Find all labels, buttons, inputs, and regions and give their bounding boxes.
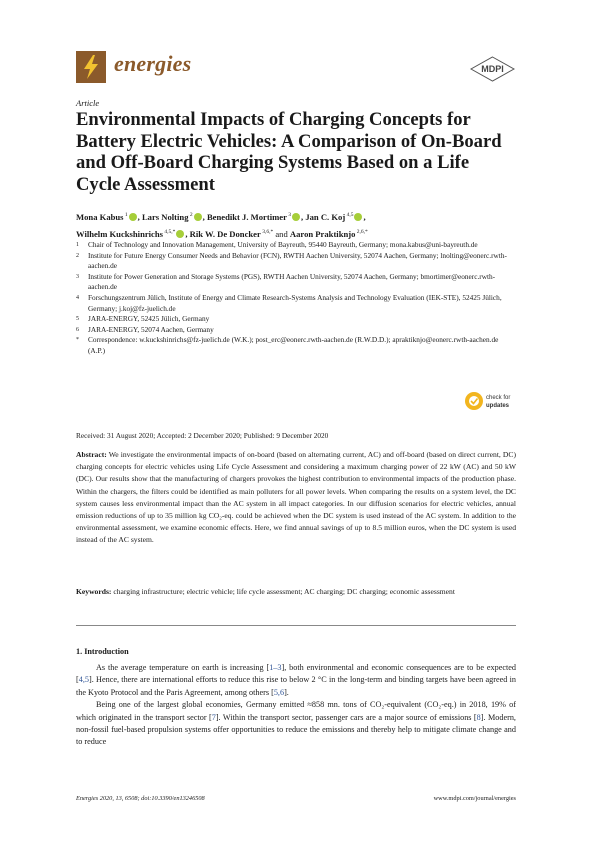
article-type: Article xyxy=(76,98,100,108)
affiliation-item xyxy=(76,335,516,356)
abstract-label: Abstract: xyxy=(76,450,107,459)
affiliation-number: 5 xyxy=(76,316,79,323)
author-name: Rik W. De Doncker xyxy=(189,228,261,239)
updates-badge-line1: check for xyxy=(486,395,511,401)
affiliation-item xyxy=(76,325,516,336)
orcid-icon[interactable] xyxy=(176,230,184,238)
citation-link[interactable]: 1–3 xyxy=(269,663,282,672)
citation-link[interactable]: 8 xyxy=(476,712,481,722)
lightning-bolt-icon xyxy=(76,51,106,83)
mdpi-logo-text: MDPI xyxy=(481,64,504,74)
affiliation-text: JARA-ENERGY, 52425 Jülich, Germany xyxy=(88,314,210,324)
affiliation-number: 1 xyxy=(76,242,79,248)
affiliation-text: Institute for Power Generation and Storage Systems (PGS), RWTH Aachen University, 52074 Aachen, Germany; bmortimer@eonerc.rwth-aachen.de xyxy=(88,271,496,292)
footer-citation-text: Energies 2020, 13, 6508; doi:10.3390/en13246508 xyxy=(76,795,205,802)
author-separator: , xyxy=(185,228,190,239)
author-affiliation-marker: 2 xyxy=(188,212,193,218)
intro-text: ]. Hence, there are international efforts to reduce this rise to below 2 °C in the long-term and binding targets have been agreed in the Kyoto Protocol and the Paris Agreement, among others [ xyxy=(76,675,516,697)
footer-citation xyxy=(76,795,205,802)
introduction-body xyxy=(76,662,516,749)
author-name: Mona Kabus xyxy=(76,211,124,222)
intro-text: ]. xyxy=(284,687,289,697)
affiliation-text: Correspondence: w.kuckshinrichs@fz-juelich.de (W.K.); post_erc@eonerc.rwth-aachen.de (R.W.D.D.); apraktiknjo@eonerc.rwth-aachen.de (A.P.) xyxy=(88,335,499,355)
intro-text: Being one of the largest global economies, Germany emitted ≈858 mn. tons of CO₂-equivalent (CO₂-eq.) in 2018, 19% of which originated in the transport sector [ xyxy=(76,700,516,722)
affiliation-number: 2 xyxy=(76,252,79,259)
author-affiliation-marker: 1 xyxy=(123,212,128,218)
affiliation-item xyxy=(76,251,516,272)
author-separator: and xyxy=(273,228,290,239)
affiliation-item xyxy=(76,314,516,325)
intro-text: ], both environmental and economic consequences are to be expected [ xyxy=(76,663,517,685)
affiliation-item xyxy=(76,272,516,293)
author-affiliation-marker: 3,6,* xyxy=(260,228,274,235)
journal-name: energies xyxy=(114,51,192,76)
orcid-icon[interactable] xyxy=(194,213,202,221)
affiliation-number: * xyxy=(76,337,79,344)
author-affiliation-marker: 2,6,* xyxy=(355,228,368,235)
keywords-label: Keywords: xyxy=(76,587,112,596)
journal-logo-icon xyxy=(76,51,106,83)
citation-link[interactable]: 5,6 xyxy=(273,687,285,697)
abstract xyxy=(76,449,516,547)
author-separator: , xyxy=(363,211,366,222)
check-for-updates-badge[interactable] xyxy=(464,390,516,412)
abstract-text: We investigate the environmental impacts of on-board (based on alternating current, AC) and off-board (based on direct current, DC) charging concepts for electric vehicles using Life Cycle Assessment and considering a maximum charging power of 22 kW (AC) and 50 kW (DC). Our results show that the manufacturing of chargers provokes the highest contribution to environmental impacts of the production phase. Within the chargers, the filters could be identified as main polluters for all power levels. When comparing the results on a system level, the DC system causes less environmental impact than the AC system in all impact categories. In our diffusion scenarios for electric vehicles, annual emission reductions of up to 35 million kg CO₂-eq. could be achieved when the DC system is used instead of the AC system. In addition to the environmental assessment, we examine economic effects. Here, we find annual savings of up to 8.5 million euros, when the DC system is used instead of the AC system. xyxy=(76,450,516,545)
author-name: Wilhelm Kuckshinrichs xyxy=(76,228,163,239)
author-name: Benedikt J. Mortimer xyxy=(206,211,287,222)
affiliation-text: Forschungszentrum Jülich, Institute of Energy and Climate Research-Systems Analysis and Technology Evaluation (IEK-STE), 52425 Jülich, Germany; j.koj@fz-juelich.de xyxy=(88,292,502,313)
intro-text: ]. Modern, non-fossil fuel-based propulsion systems offer opportunities to reduce the emissions and thereby help to mitigate climate change and to reduce xyxy=(76,712,516,747)
received-dates: Received: 31 August 2020; Accepted: 2 December 2020; Published: 9 December 2020 xyxy=(76,431,329,440)
orcid-icon[interactable] xyxy=(292,213,300,221)
orcid-icon[interactable] xyxy=(129,213,137,221)
section-heading: 1. Introduction xyxy=(76,647,129,656)
intro-text: ]. Within the transport sector, passenger cars are a major source of emissions [ xyxy=(215,712,477,722)
author-separator: , xyxy=(202,211,207,222)
affiliation-item xyxy=(76,293,516,314)
affiliation-text: Chair of Technology and Innovation Management, University of Bayreuth, 95440 Bayreuth, Germany; mona.kabus@uni-bayreuth.de xyxy=(88,240,478,249)
affiliation-list xyxy=(76,240,516,357)
affiliation-number: 3 xyxy=(76,273,79,280)
paper-title: Environmental Impacts of Charging Concepts for Battery Electric Vehicles: A Comparison of On-Board and Off-Board Charging Systems Based on a Life Cycle Assessment xyxy=(76,109,502,195)
intro-paragraph xyxy=(76,662,516,699)
author-separator: , xyxy=(301,211,306,222)
author-affiliation-marker: 4,5 xyxy=(345,212,354,218)
affiliation-text: Institute for Future Energy Consumer Needs and Behavior (FCN), RWTH Aachen University, 52074 Aachen, Germany; lnolting@eonerc.rwth-aachen.de xyxy=(88,250,507,271)
footer-journal-url[interactable]: www.mdpi.com/journal/energies xyxy=(433,795,516,802)
intro-text: As the average temperature on earth is increasing [ xyxy=(96,663,270,672)
affiliation-text: JARA-ENERGY, 52074 Aachen, Germany xyxy=(88,324,214,334)
author-list xyxy=(76,208,516,242)
keywords-text: charging infrastructure; electric vehicle; life cycle assessment; AC charging; DC charging; economic assessment xyxy=(113,587,455,596)
author-affiliation-marker: 4,5,* xyxy=(163,228,176,235)
updates-badge-line2: updates xyxy=(486,403,510,409)
intro-paragraph xyxy=(76,699,516,749)
author-name: Aaron Praktiknjo xyxy=(289,228,356,239)
author-separator: , xyxy=(137,211,142,222)
affiliation-number: 4 xyxy=(76,294,79,301)
author-affiliation-marker: 3 xyxy=(286,212,292,218)
citation-link[interactable]: 4,5 xyxy=(78,675,89,685)
mdpi-logo-icon xyxy=(470,56,515,82)
author-name: Jan C. Koj xyxy=(305,211,346,222)
section-divider xyxy=(76,625,516,626)
orcid-icon[interactable] xyxy=(354,213,362,221)
affiliation-number: 6 xyxy=(76,326,79,333)
affiliation-item xyxy=(76,240,516,251)
author-name: Lars Nolting xyxy=(141,211,189,222)
keywords xyxy=(76,586,516,598)
citation-link[interactable]: 7 xyxy=(211,712,216,722)
